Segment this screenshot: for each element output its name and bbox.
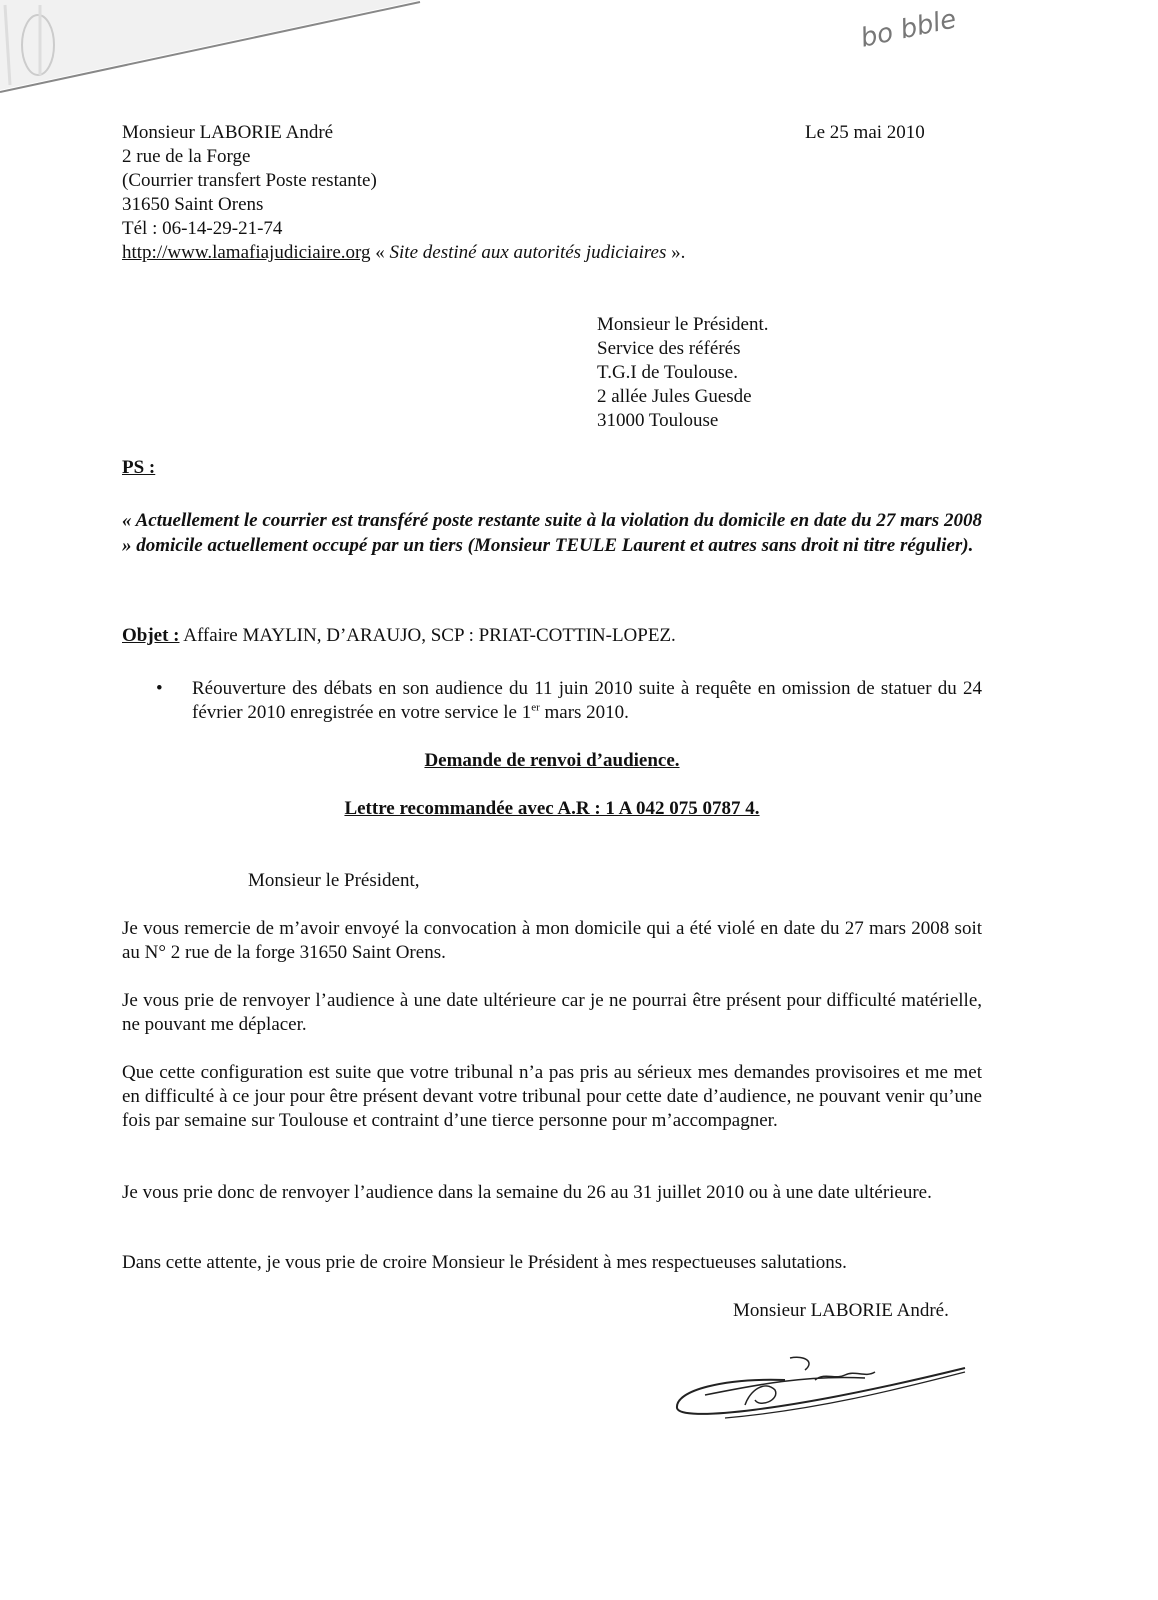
recipient-line: T.G.I de Toulouse. [597, 362, 738, 383]
objet-line [122, 624, 676, 648]
paragraph-5: Dans cette attente, je vous prie de croire Monsieur le Président à mes respectueuses salutations. [122, 1252, 847, 1273]
quote-open: « [370, 242, 390, 263]
sender-city: 31650 Saint Orens [122, 194, 264, 215]
ps-label: PS : [122, 457, 156, 478]
objet-text: Affaire MAYLIN, D’ARAUJO, SCP : PRIAT-COTTIN-LOPEZ. [179, 625, 676, 646]
recipient-line: Service des référés [597, 338, 741, 359]
recipient-line: Monsieur le Président. [597, 314, 769, 335]
quote-close: ». [666, 242, 686, 263]
bullet-sup: er [531, 701, 540, 714]
sender-phone: Tél : 06-14-29-21-74 [122, 218, 283, 239]
paragraph-4: Je vous prie donc de renvoyer l’audience dans la semaine du 26 au 31 juillet 2010 ou à une date ultérieure. [122, 1182, 932, 1203]
recipient-line: 2 allée Jules Guesde [597, 386, 752, 407]
sender-street: 2 rue de la Forge [122, 146, 251, 167]
signoff-name: Monsieur LABORIE André. [733, 1300, 949, 1321]
paragraph-3: Que cette configuration est suite que votre tribunal n’a pas pris au sérieux mes demandes provisoires et me met en difficulté à ce jour pour être présent devant votre tribunal pour cette date d’audience, ne pouvant venir qu’une fois par semaine sur Toulouse et contraint d’une tierce personne pour m’accompagner. [122, 1062, 982, 1131]
letter-date: Le 25 mai 2010 [805, 122, 925, 143]
heading-demande: Demande de renvoi d’audience. [424, 750, 680, 771]
salutation: Monsieur le Président, [248, 870, 420, 891]
recipient-line: 31000 Toulouse [597, 410, 719, 431]
paragraph-2: Je vous prie de renvoyer l’audience à une date ultérieure car je ne pourrai être présent pour difficulté matérielle, ne pouvant me déplacer. [122, 990, 982, 1035]
paragraph-1: Je vous remercie de m’avoir envoyé la convocation à mon domicile qui a été violé en date du 27 mars 2008 soit au N° 2 rue de la forge 31650 Saint Orens. [122, 918, 982, 963]
objet-label: Objet : [122, 625, 180, 646]
stamp-corner [0, 0, 440, 100]
heading-recommandee: Lettre recommandée avec A.R : 1 A 042 075 0787 4. [344, 798, 760, 819]
website-link[interactable]: http://www.lamafiajudiciaire.org [122, 242, 371, 263]
sender-note: (Courrier transfert Poste restante) [122, 170, 377, 191]
bullet-text-main: Réouverture des débats en son audience du 11 juin 2010 suite à requête en omission de statuer du 24 février 2010 enregistrée en votre service le 1 [192, 678, 982, 723]
handwritten-note: bo bble [857, 4, 959, 54]
sender-website-line [122, 241, 685, 265]
bullet-text [192, 677, 982, 725]
website-caption: Site destiné aux autorités judiciaires [389, 242, 667, 263]
sender-name: Monsieur LABORIE André [122, 122, 334, 143]
bullet-text-end: mars 2010. [539, 702, 629, 723]
recipient-block [597, 313, 769, 433]
sender-block [122, 121, 685, 265]
ps-text: « Actuellement le courrier est transféré poste restante suite à la violation du domicile en date du 27 mars 2008 » domicile actuellement occupé par un tiers (Monsieur TEULE Laurent et autres sans droit ni titre régulier). [122, 510, 982, 556]
bullet-marker: • [156, 678, 163, 699]
signature [665, 1350, 975, 1425]
